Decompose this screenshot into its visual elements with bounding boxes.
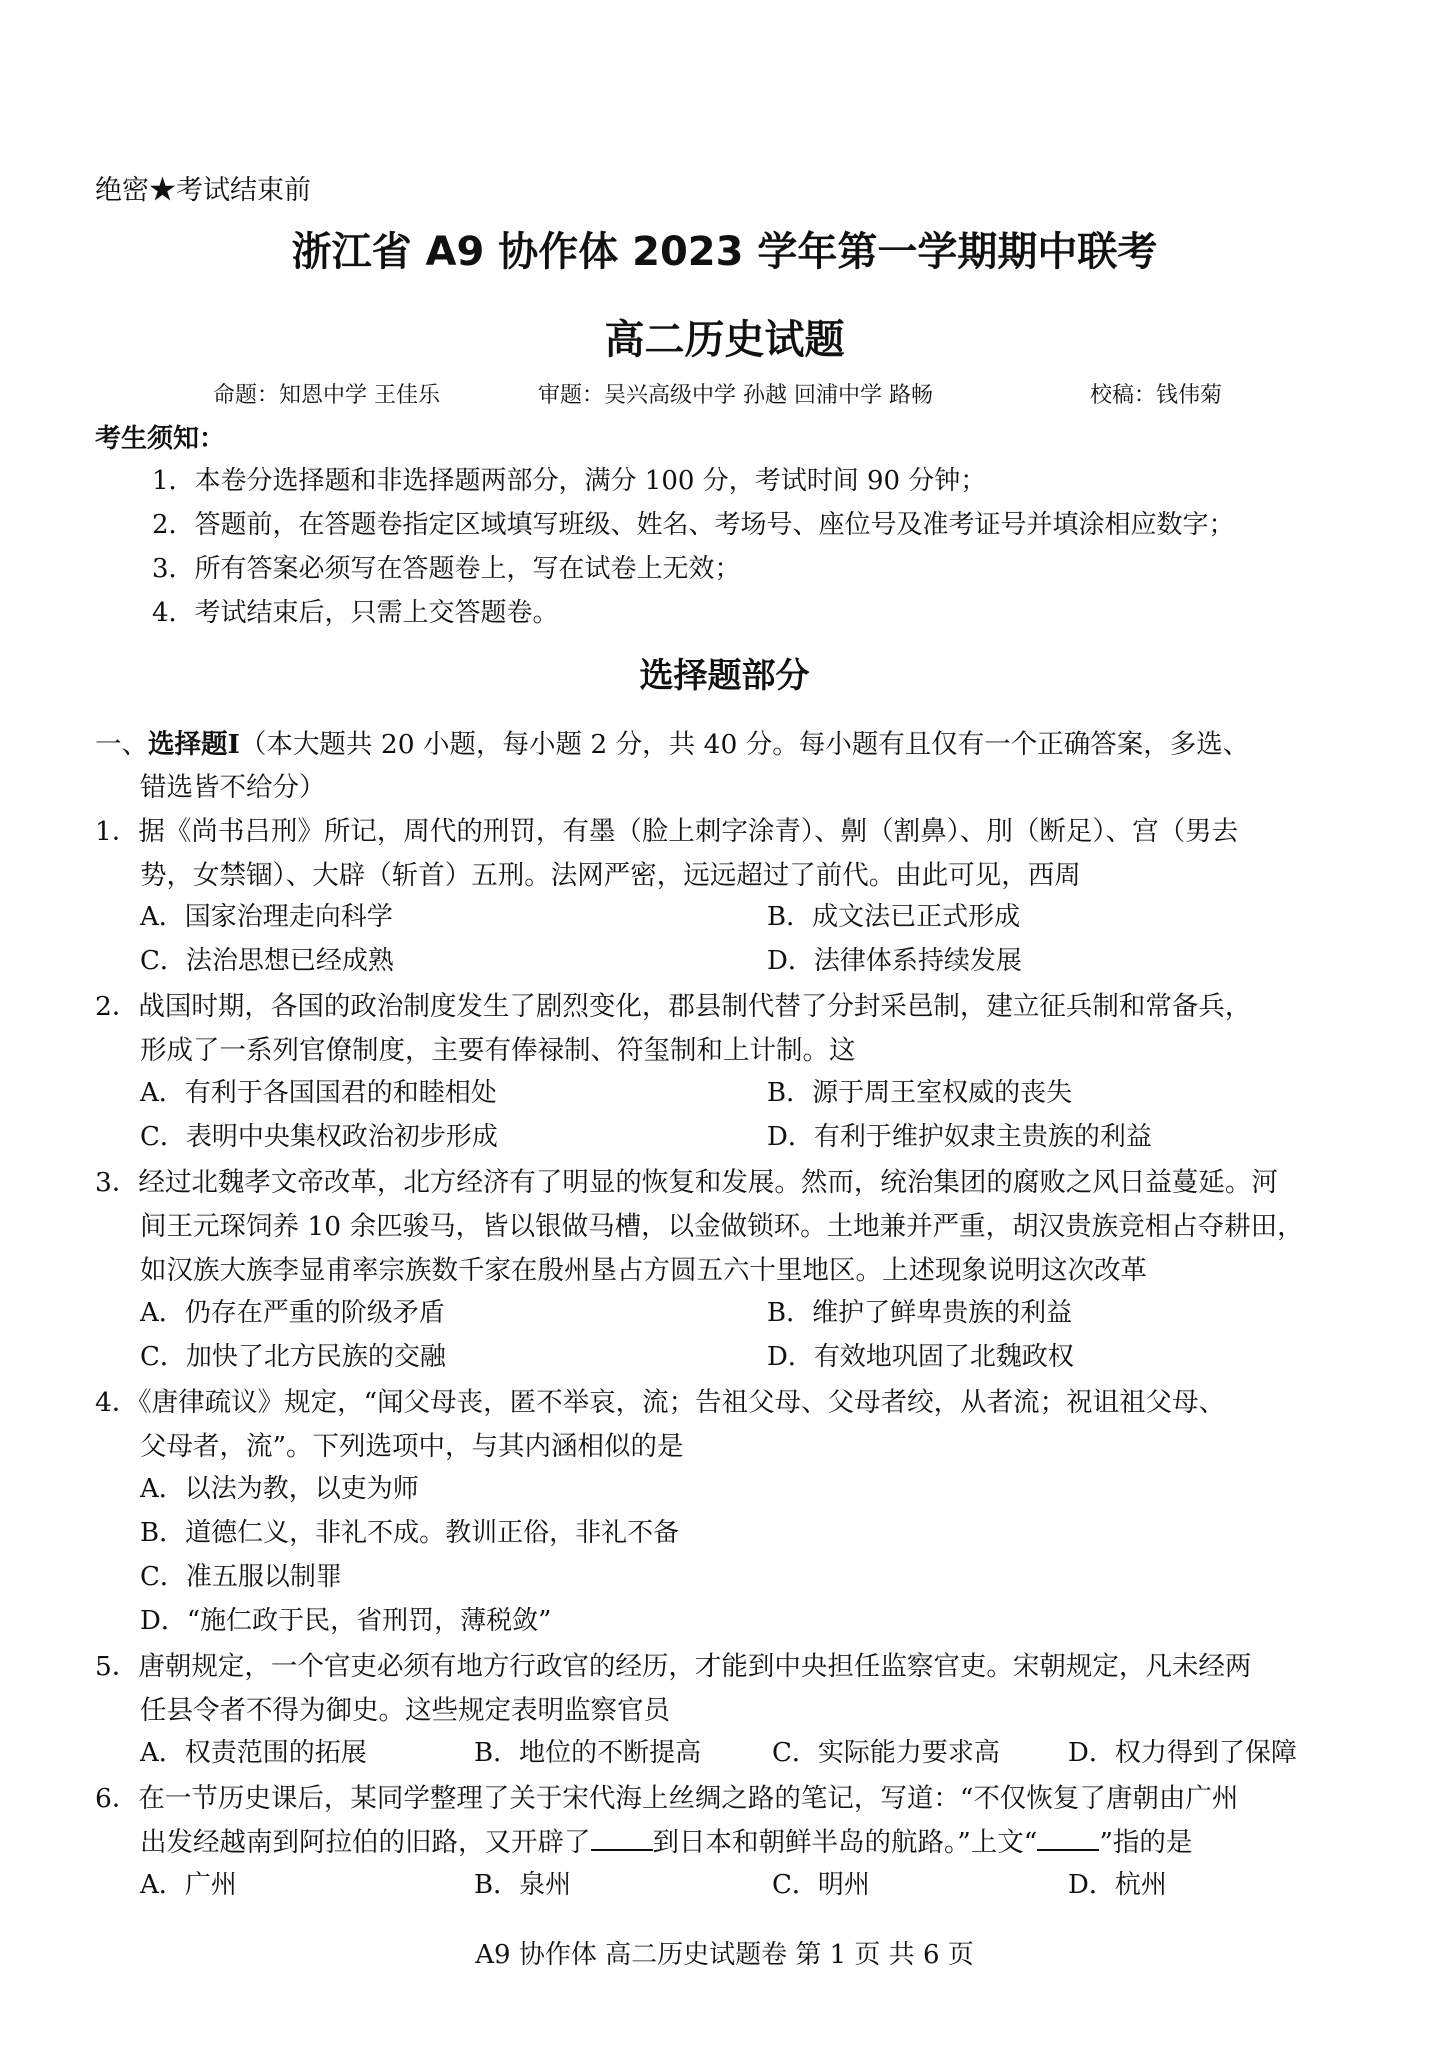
reviewer-credit: 审题：吴兴高级中学 孙越 回浦中学 路畅	[538, 383, 933, 408]
question-1-line: 势，女禁锢）、大辟（斩首）五刑。法网严密，远远超过了前代。由此可见，西周	[140, 860, 1081, 891]
question-6-option-c: C．明州	[772, 1870, 870, 1900]
question-4-line: 4．《唐律疏议》规定，“闻父母丧，匿不举哀，流；告祖父母、父母者绞，从者流；祝诅祖父母、	[95, 1387, 1226, 1418]
question-3-option-c: C．加快了北方民族的交融	[140, 1342, 446, 1372]
question-1-option-c: C．法治思想已经成熟	[140, 946, 394, 976]
section-intro-label: 选择题Ⅰ	[148, 729, 240, 760]
question-1-option-d: D．法律体系持续发展	[767, 946, 1022, 976]
question-2-line: 形成了一系列官僚制度，主要有俸禄制、符玺制和上计制。这	[140, 1035, 856, 1066]
exam-title: 浙江省 A9 协作体 2023 学年第一学期期中联考	[291, 229, 1158, 275]
question-5-option-d: D．权力得到了保障	[1068, 1738, 1297, 1768]
question-6-option-a: A．广州	[140, 1870, 237, 1900]
question-4-option-a: A．以法为教，以吏为师	[140, 1474, 419, 1504]
question-5-option-c: C．实际能力要求高	[772, 1738, 1000, 1768]
question-3-option-d: D．有效地巩固了北魏政权	[767, 1342, 1074, 1372]
question-2-option-b: B．源于周王室权威的丧失	[767, 1078, 1073, 1108]
question-2-line: 2．战国时期，各国的政治制度发生了剧烈变化，郡县制代替了分封采邑制，建立征兵制和常备兵，	[95, 991, 1252, 1022]
question-3-line: 3．经过北魏孝文帝改革，北方经济有了明显的恢复和发展。然而，统治集团的腐败之风日益蔓延。河	[95, 1167, 1278, 1198]
question-1-option-a: A．国家治理走向科学	[140, 902, 393, 932]
notice-heading: 考生须知：	[95, 424, 226, 454]
question-5-option-a: A．权责范围的拓展	[140, 1738, 367, 1768]
question-2-option-a: A．有利于各国国君的和睦相处	[140, 1078, 497, 1108]
proofreader-credit: 校稿：钱伟菊	[1090, 383, 1223, 408]
question-3-option-a: A．仍存在严重的阶级矛盾	[140, 1298, 445, 1328]
section-intro	[95, 722, 1249, 761]
question-5-line: 5．唐朝规定，一个官吏必须有地方行政官的经历，才能到中央担任监察官吏。宋朝规定，凡未经两	[95, 1651, 1252, 1682]
page-footer: A9 协作体 高二历史试题卷 第 1 页 共 6 页	[475, 1940, 974, 1970]
question-2-option-d: D．有利于维护奴隶主贵族的利益	[767, 1122, 1152, 1152]
section-heading: 选择题部分	[639, 656, 810, 696]
question-6-text-part: 出发经越南到阿拉伯的旧路，又开辟了	[140, 1827, 591, 1858]
question-6-line	[140, 1820, 1192, 1859]
notice-item: 2．答题前，在答题卷指定区域填写班级、姓名、考场号、座位号及准考证号并填涂相应数字；	[152, 510, 1235, 540]
answer-blank	[591, 1829, 653, 1851]
notice-item: 4．考试结束后，只需上交答题卷。	[152, 598, 559, 628]
question-1-option-b: B．成文法已正式形成	[767, 902, 1021, 932]
question-6-option-b: B．泉州	[474, 1870, 572, 1900]
notice-item: 3．所有答案必须写在答题卷上，写在试卷上无效；	[152, 554, 741, 584]
question-1-line: 1．据《尚书吕刑》所记，周代的刑罚，有墨（脸上刺字涂青）、劓（割鼻）、刖（断足）、宫（男去	[95, 816, 1239, 847]
section-intro-text: （本大题共 20 小题，每小题 2 分，共 40 分。每小题有且仅有一个正确答案，多选、	[239, 729, 1250, 760]
exam-subtitle: 高二历史试题	[604, 317, 845, 363]
question-4-line: 父母者，流”。下列选项中，与其内涵相似的是	[140, 1431, 684, 1462]
question-6-line: 6．在一节历史课后，某同学整理了关于宋代海上丝绸之路的笔记，写道：“不仅恢复了唐朝由广州	[95, 1783, 1239, 1814]
section-intro-cont: 错选皆不给分）	[140, 772, 326, 803]
question-6-text-part: 到日本和朝鲜半岛的航路。”上文“	[652, 1827, 1038, 1858]
notice-item: 1．本卷分选择题和非选择题两部分，满分 100 分，考试时间 90 分钟；	[152, 466, 987, 496]
question-5-line: 任县令者不得为御史。这些规定表明监察官员	[140, 1695, 670, 1726]
section-intro-prefix: 一、	[95, 729, 148, 760]
question-4-option-d: D．“施仁政于民，省刑罚，薄税敛”	[140, 1606, 552, 1636]
proposer-credit: 命题：知恩中学 王佳乐	[213, 383, 440, 408]
question-6-text-part: ”指的是	[1099, 1827, 1193, 1858]
confidential-label: 绝密★考试结束前	[95, 175, 311, 206]
question-3-line: 间王元琛饲养 10 余匹骏马，皆以银做马槽，以金做锁环。土地兼并严重，胡汉贵族竞相占夺耕田，	[140, 1211, 1304, 1242]
question-4-option-c: C．准五服以制罪	[140, 1562, 342, 1592]
question-3-option-b: B．维护了鲜卑贵族的利益	[767, 1298, 1073, 1328]
question-2-option-c: C．表明中央集权政治初步形成	[140, 1122, 498, 1152]
question-6-option-d: D．杭州	[1068, 1870, 1167, 1900]
question-5-option-b: B．地位的不断提高	[474, 1738, 702, 1768]
question-3-line: 如汉族大族李显甫率宗族数千家在殷州垦占方圆五六十里地区。上述现象说明这次改革	[140, 1255, 1147, 1286]
answer-blank	[1037, 1829, 1099, 1851]
question-4-option-b: B．道德仁义，非礼不成。教训正俗，非礼不备	[140, 1518, 680, 1548]
